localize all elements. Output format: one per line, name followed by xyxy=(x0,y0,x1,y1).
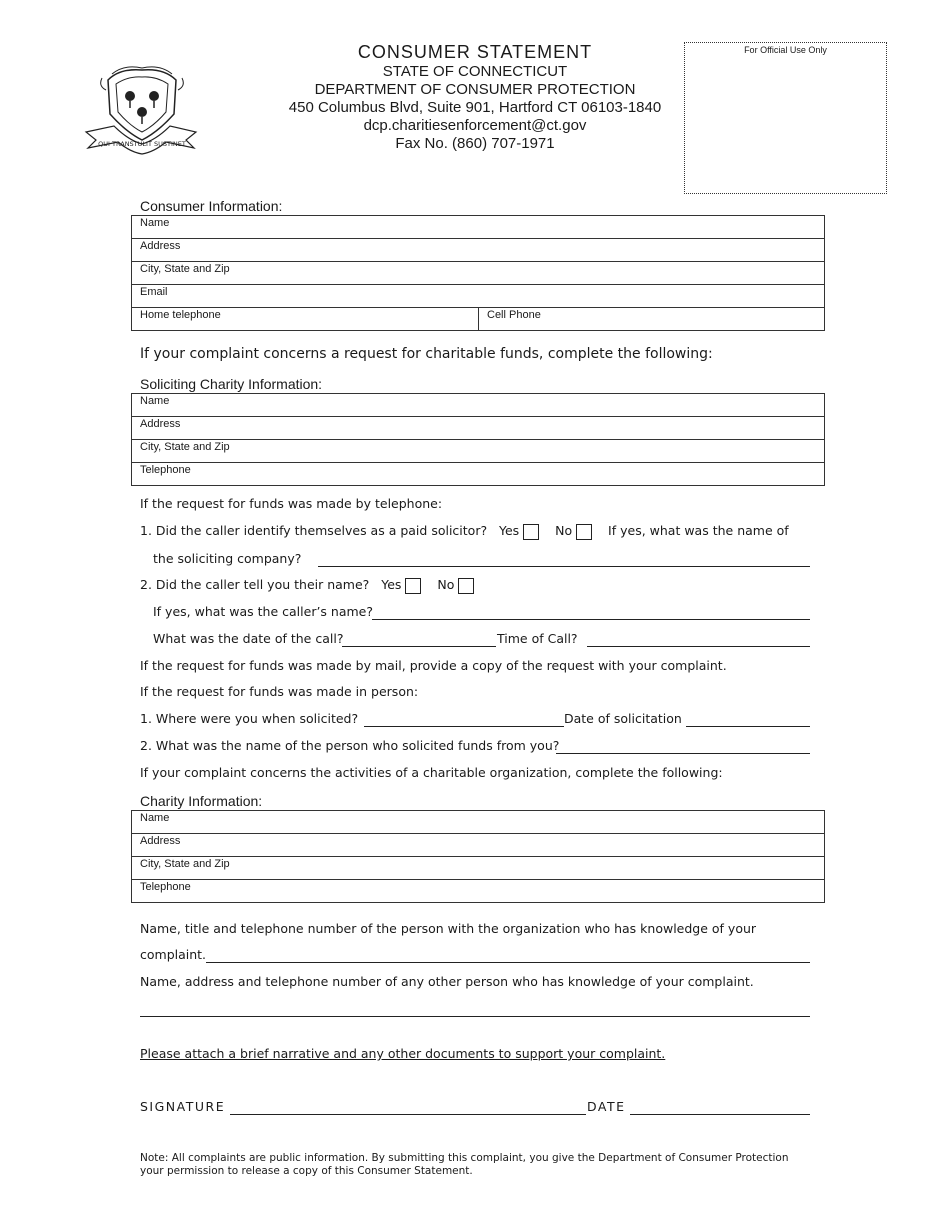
consumer-home-phone-field[interactable]: Home telephone xyxy=(132,308,479,331)
footer-note: Note: All complaints are public information. By submitting this complaint, you give the Department of Consumer Protection your permission to release a copy of this Consumer Statement. xyxy=(140,1152,789,1177)
q2-no-label: No xyxy=(437,577,455,592)
signature-label: SIGNATURE xyxy=(140,1099,226,1114)
consumer-name-field[interactable]: Name xyxy=(132,216,825,239)
phone-q1-row xyxy=(140,523,789,540)
soliciting-phone-field[interactable]: Telephone xyxy=(132,463,825,486)
consumer-city-field[interactable]: City, State and Zip xyxy=(132,262,825,285)
soliciting-heading: Soliciting Charity Information: xyxy=(140,376,323,392)
q1-followup-text: If yes, what was the name of xyxy=(608,523,789,538)
solicitation-date-label: Date of solicitation xyxy=(564,711,682,726)
q1-cont-text: the soliciting company? xyxy=(153,551,302,566)
knowledge-org-line[interactable] xyxy=(206,962,810,963)
person-q1-text: 1. Where were you when solicited? xyxy=(140,711,359,726)
q1-no-checkbox[interactable] xyxy=(576,524,592,540)
phone-q1-text: 1. Did the caller identify themselves as a paid solicitor? xyxy=(140,523,488,538)
solicitation-date-line[interactable] xyxy=(686,726,810,727)
charity-phone-field[interactable]: Telephone xyxy=(132,880,825,903)
solicitor-name-line[interactable] xyxy=(556,753,810,754)
consumer-info-heading: Consumer Information: xyxy=(140,198,283,214)
soliciting-table xyxy=(131,393,825,486)
official-use-label: For Official Use Only xyxy=(744,45,827,55)
solicited-where-line[interactable] xyxy=(364,726,564,727)
charity-name-field[interactable]: Name xyxy=(132,811,825,834)
caller-name-label: If yes, what was the caller’s name? xyxy=(153,604,373,619)
person-q2-text: 2. What was the name of the person who solicited funds from you? xyxy=(140,738,560,753)
state-seal xyxy=(84,66,198,156)
q2-yes-label: Yes xyxy=(381,577,402,592)
consumer-email-field[interactable]: Email xyxy=(132,285,825,308)
call-date-label: What was the date of the call? xyxy=(153,631,344,646)
official-use-box xyxy=(684,42,887,194)
department-name: DEPARTMENT OF CONSUMER PROTECTION xyxy=(314,81,636,98)
call-time-label: Time of Call? xyxy=(497,631,578,646)
soliciting-company-line[interactable] xyxy=(318,566,810,567)
charity-table xyxy=(131,810,825,903)
charity-heading: Charity Information: xyxy=(140,793,263,809)
department-fax: Fax No. (860) 707-1971 xyxy=(395,135,555,152)
charity-city-field[interactable]: City, State and Zip xyxy=(132,857,825,880)
caller-name-line[interactable] xyxy=(372,619,810,620)
signature-line[interactable] xyxy=(230,1114,586,1115)
knowledge-org-cont: complaint. xyxy=(140,947,207,962)
svg-text:QUI TRANSTULIT SUSTINET: QUI TRANSTULIT SUSTINET xyxy=(98,140,186,148)
q1-yes-checkbox[interactable] xyxy=(523,524,539,540)
consumer-cell-phone-field[interactable]: Cell Phone xyxy=(479,308,825,331)
person-intro: If the request for funds was made in person: xyxy=(140,684,419,699)
knowledge-org-text: Name, title and telephone number of the person with the organization who has knowledge of your xyxy=(140,921,757,936)
mail-text: If the request for funds was made by mail, provide a copy of the request with your complaint. xyxy=(140,658,727,673)
phone-q2-row xyxy=(140,577,478,594)
q1-no-label: No xyxy=(555,523,573,538)
consumer-info-table xyxy=(131,215,825,331)
phone-q2-text: 2. Did the caller tell you their name? xyxy=(140,577,370,592)
q2-yes-checkbox[interactable] xyxy=(405,578,421,594)
activities-intro: If your complaint concerns the activities of a charitable organization, complete the following: xyxy=(140,765,723,780)
call-time-line[interactable] xyxy=(587,646,810,647)
department-email: dcp.charitiesenforcement@ct.gov xyxy=(363,117,587,134)
charity-address-field[interactable]: Address xyxy=(132,834,825,857)
charitable-intro: If your complaint concerns a request for charitable funds, complete the following: xyxy=(140,346,713,362)
q1-yes-label: Yes xyxy=(499,523,520,538)
state-name: STATE OF CONNECTICUT xyxy=(382,63,568,80)
phone-intro: If the request for funds was made by telephone: xyxy=(140,496,443,511)
date-line[interactable] xyxy=(630,1114,810,1115)
attach-instructions: Please attach a brief narrative and any other documents to support your complaint. xyxy=(140,1046,666,1061)
form-title: CONSUMER STATEMENT xyxy=(357,42,593,62)
knowledge-other-line[interactable] xyxy=(140,1016,810,1017)
call-date-line[interactable] xyxy=(342,646,496,647)
knowledge-other-text: Name, address and telephone number of any other person who has knowledge of your complaint. xyxy=(140,974,754,989)
soliciting-name-field[interactable]: Name xyxy=(132,394,825,417)
department-address: 450 Columbus Blvd, Suite 901, Hartford CT 06103-1840 xyxy=(288,99,662,116)
soliciting-city-field[interactable]: City, State and Zip xyxy=(132,440,825,463)
q2-no-checkbox[interactable] xyxy=(458,578,474,594)
soliciting-address-field[interactable]: Address xyxy=(132,417,825,440)
date-label: DATE xyxy=(587,1099,626,1114)
consumer-address-field[interactable]: Address xyxy=(132,239,825,262)
